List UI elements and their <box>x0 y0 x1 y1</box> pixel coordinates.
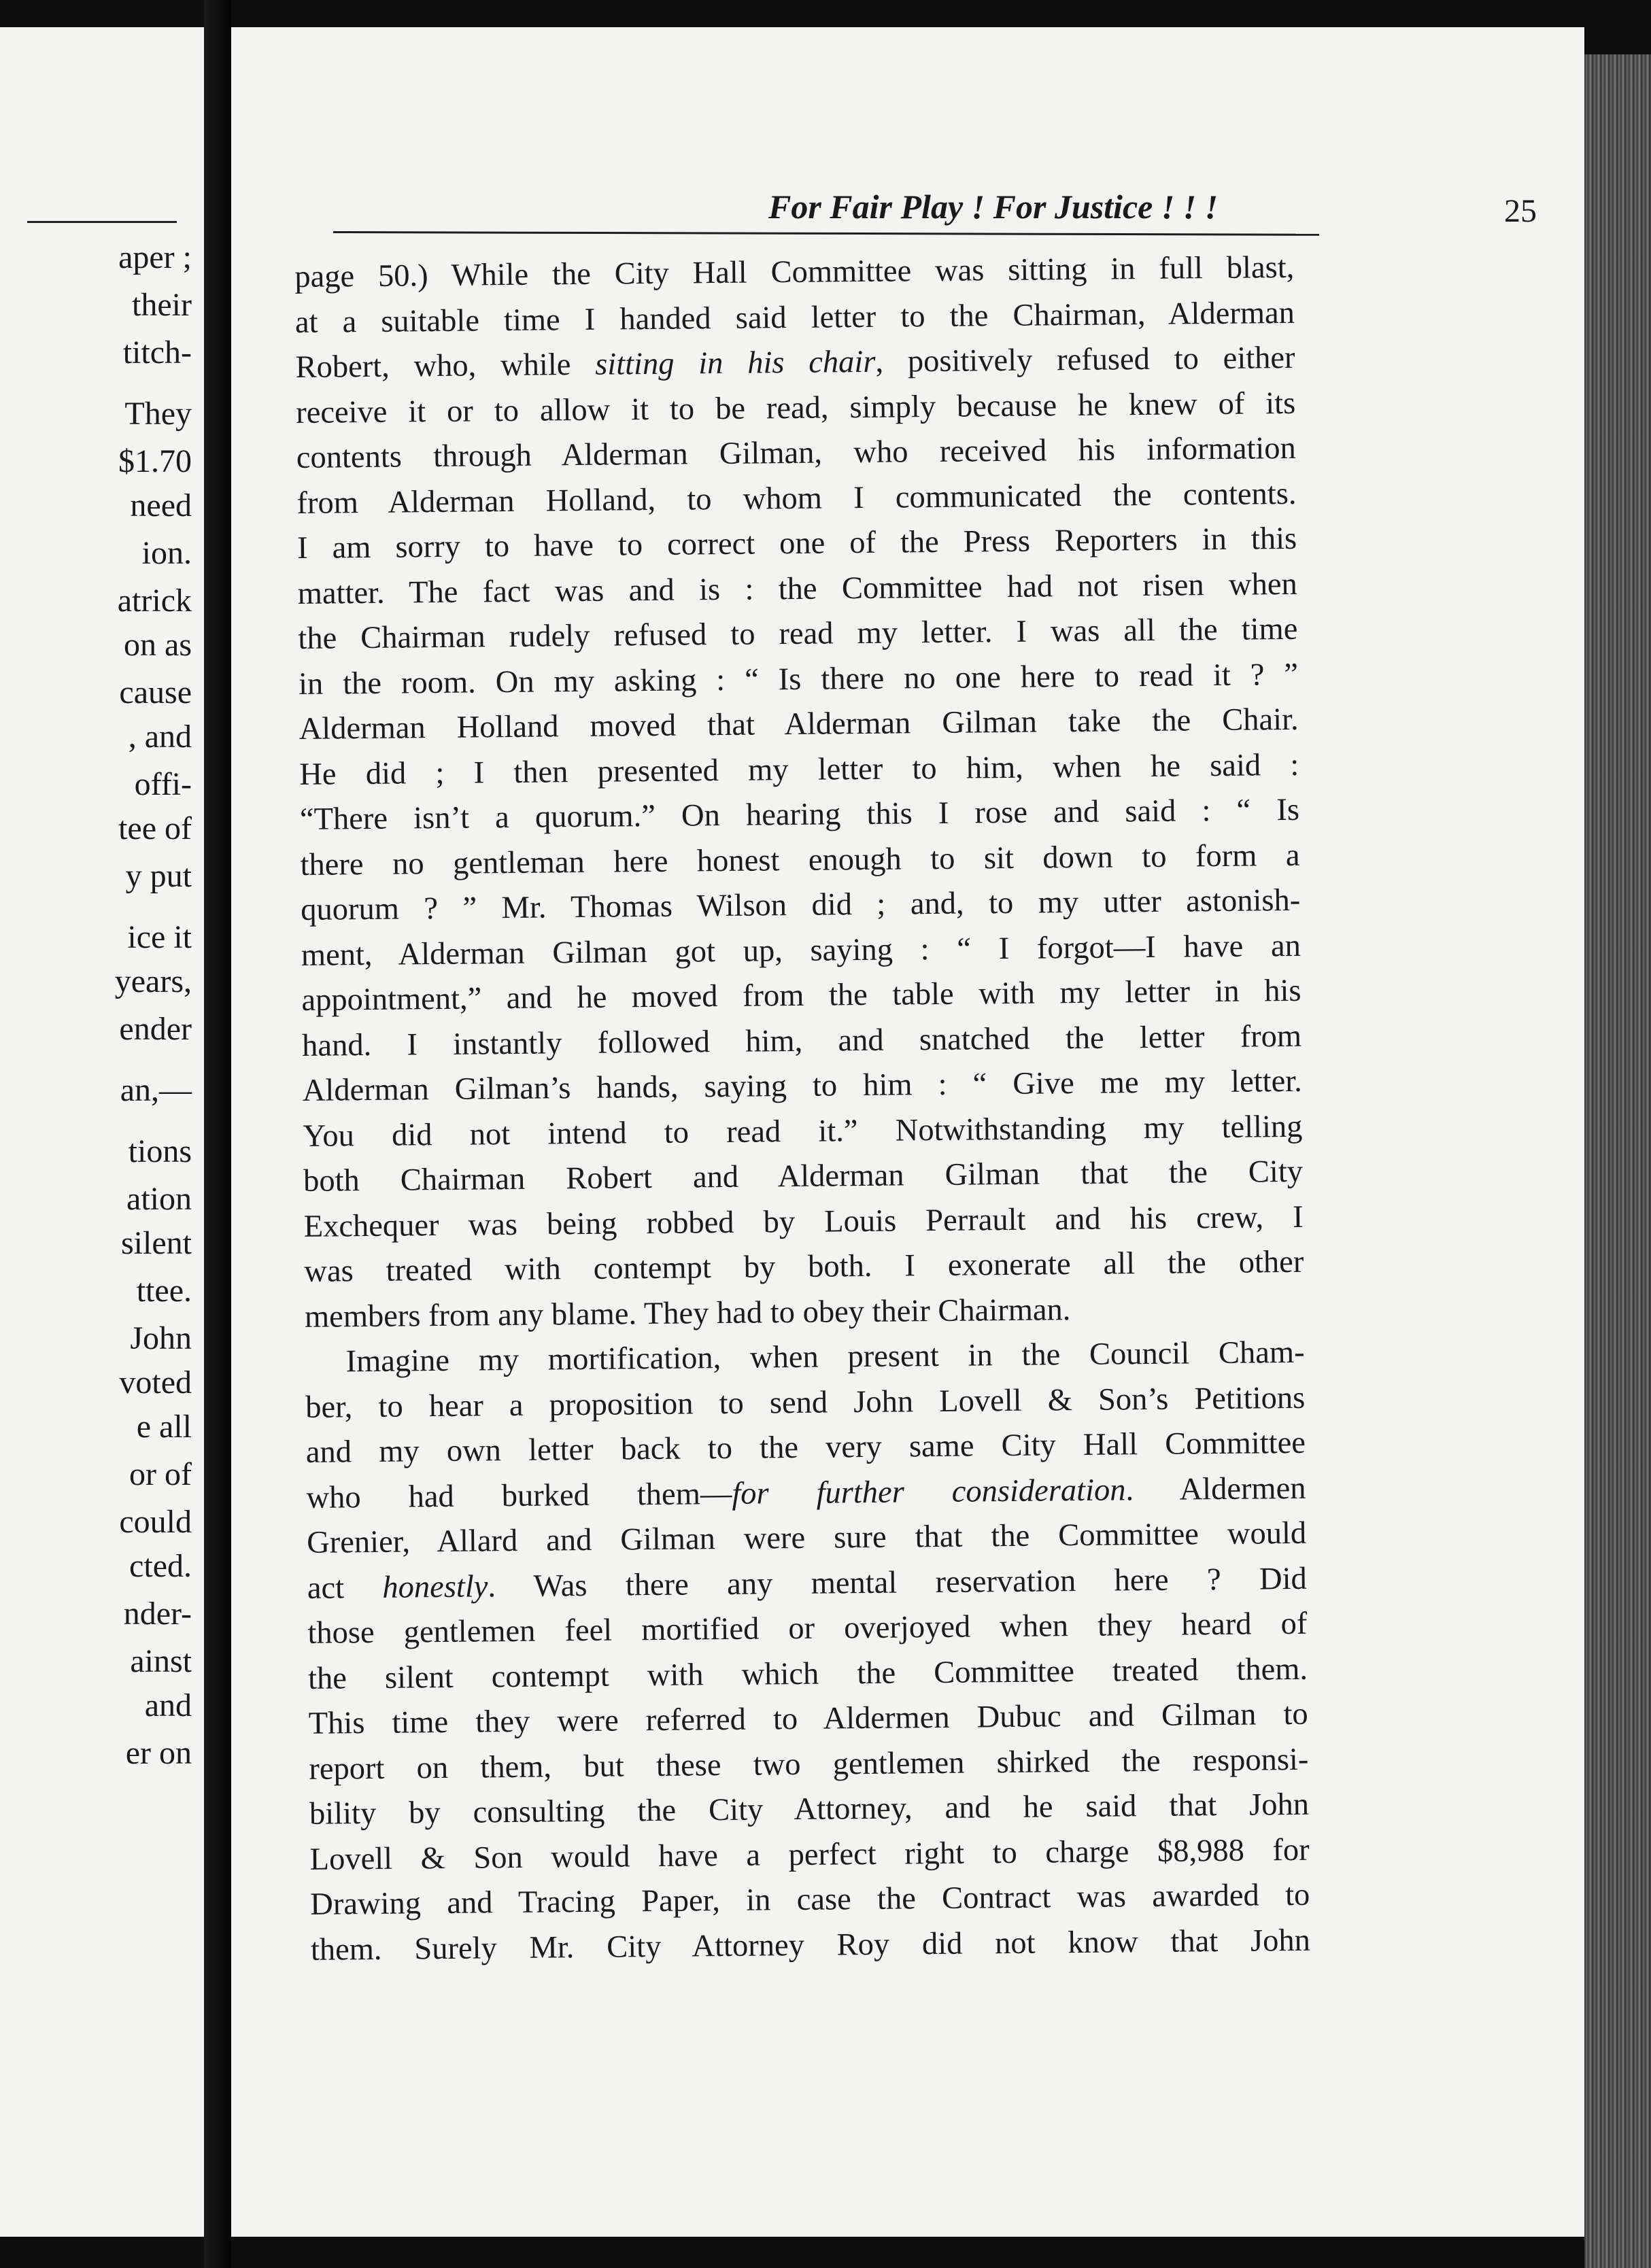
text-segment: page 50.) While the City Hall Committee was sitting in full blast, <box>294 250 1295 294</box>
previous-page-line: ice it <box>127 919 192 955</box>
text-segment: appointment,” and he moved from the table with my letter in his <box>301 973 1301 1018</box>
previous-page-line: voted <box>119 1364 192 1401</box>
text-segment: quorum ? ” Mr. Thomas Wilson did ; and, to my utter astonish- <box>301 882 1301 927</box>
previous-page-line: cause <box>119 674 192 710</box>
text-segment: at a suitable time I handed said letter to the Chairman, Alderman <box>294 295 1295 340</box>
text-segment: matter. The fact was and is : the Committee had not risen when <box>297 566 1297 611</box>
page-number: 25 <box>1504 193 1537 229</box>
text-segment: ment, Alderman Gilman got up, saying : “ I forgot—I have an <box>301 928 1301 973</box>
text-segment: Drawing and Tracing Paper, in case the Contract was awarded to <box>310 1877 1310 1922</box>
text-segment: bility by consulting the City Attorney, and he said that John <box>309 1787 1310 1832</box>
previous-page-line: or of <box>129 1456 192 1492</box>
text-segment: there no gentleman here honest enough to sit down to form a <box>300 838 1300 882</box>
text-segment: “There isn’t a quorum.” On hearing this I rose and said : “ Is <box>299 792 1300 837</box>
text-segment: Robert, who, while <box>295 347 596 385</box>
text-segment: . Was there any mental reservation here ? Did <box>488 1561 1308 1604</box>
text-segment: the silent contempt with which the Committee treated them. <box>307 1651 1308 1696</box>
previous-page-line: aper ; <box>118 239 192 275</box>
text-segment: hand. I instantly followed him, and snatched the letter from <box>301 1018 1302 1063</box>
italic-text: for further consideration <box>732 1472 1126 1511</box>
text-segment: was treated with contempt by both. I exonerate all the other <box>304 1244 1304 1289</box>
previous-page-line: $1.70 <box>118 443 192 479</box>
text-segment: contents through Alderman Gilman, who received his information <box>296 430 1297 475</box>
text-line <box>304 1240 1304 1295</box>
previous-page-line: on as <box>124 627 192 663</box>
previous-page-line: nder- <box>123 1596 192 1632</box>
previous-page-line: ation <box>126 1181 192 1217</box>
text-segment: ber, to hear a proposition to send John Lovell & Son’s Petitions <box>305 1380 1306 1425</box>
previous-page-line: and <box>144 1687 192 1723</box>
text-segment: . Aldermen <box>1125 1471 1306 1507</box>
page-header <box>537 173 1544 235</box>
text-segment: act <box>307 1570 383 1606</box>
previous-page-line: er on <box>125 1735 192 1771</box>
previous-page-line: could <box>119 1504 192 1540</box>
text-segment: Grenier, Allard and Gilman were sure that the Committee would <box>306 1515 1307 1560</box>
previous-page-line: an,— <box>120 1072 192 1108</box>
text-segment: I am sorry to have to correct one of the Press Reporters in this <box>296 521 1297 566</box>
text-segment: You did not intend to read it.” Notwithstanding my telling <box>303 1109 1303 1154</box>
text-segment: the Chairman rudely refused to read my letter. I was all the time <box>298 611 1298 656</box>
previous-page-line: tions <box>128 1133 192 1169</box>
previous-page-line: years, <box>114 963 192 999</box>
text-segment: them. Surely Mr. City Attorney Roy did not know that John <box>310 1923 1311 1968</box>
previous-page-line: They <box>124 396 192 432</box>
previous-page-line: John <box>130 1320 192 1356</box>
previous-page-line: cted. <box>129 1548 192 1584</box>
text-segment: those gentlemen feel mortified or overjoyed when they heard of <box>307 1606 1308 1651</box>
book-gutter <box>204 0 231 2268</box>
previous-page-line: atrick <box>117 583 192 619</box>
previous-page-line: ttee. <box>136 1273 192 1309</box>
text-segment: , positively refused to either <box>875 340 1295 379</box>
text-segment: in the room. On my asking : “ Is there no one here to read it ? ” <box>298 657 1299 702</box>
text-segment: Alderman Gilman’s hands, saying to him : “ Give me my letter. <box>302 1063 1302 1108</box>
text-segment: receive it or to allow it to be read, simply because he knew of its <box>295 385 1296 430</box>
text-segment: Lovell & Son would have a perfect right to charge $8,988 for <box>309 1832 1310 1877</box>
previous-page-line: silent <box>121 1225 192 1261</box>
previous-page-line: need <box>130 487 192 523</box>
text-segment: who had burked them— <box>306 1476 732 1515</box>
previous-page-line: their <box>132 287 192 323</box>
text-segment: Alderman Holland moved that Alderman Gilman take the Chair. <box>299 702 1299 746</box>
body-text <box>294 245 1310 1973</box>
previous-page-line: offi- <box>134 766 192 802</box>
text-segment: and my own letter back to the very same City Hall Committee <box>305 1425 1306 1470</box>
previous-page-fragment <box>0 27 204 2237</box>
text-segment: He did ; I then presented my letter to him, when he said : <box>299 747 1299 792</box>
running-head: For Fair Play ! For Justice ! ! ! <box>768 188 1219 226</box>
previous-page-line: , and <box>128 719 192 755</box>
text-segment: This time they were referred to Aldermen Dubuc and Gilman to <box>308 1696 1308 1741</box>
italic-text: sitting in his chair <box>594 344 876 382</box>
italic-text: honestly <box>382 1568 488 1605</box>
text-segment: members from any blame. They had to obey their Chairman. <box>304 1292 1071 1335</box>
page-edges <box>1584 54 1651 2268</box>
previous-page-line: titch- <box>122 334 192 371</box>
previous-page-line: ainst <box>130 1643 192 1679</box>
text-segment: from Alderman Holland, to whom I communicated the contents. <box>296 476 1297 521</box>
text-segment: report on them, but these two gentlemen shirked the responsi- <box>309 1742 1309 1787</box>
previous-page-line: e all <box>136 1409 192 1445</box>
previous-page-line: ender <box>119 1011 192 1047</box>
previous-page-line: y put <box>125 858 192 894</box>
text-line <box>311 1918 1311 1973</box>
previous-page-header-rule <box>27 221 177 223</box>
previous-page-line: ion. <box>141 535 192 571</box>
text-segment: Imagine my mortification, when present in the Council Cham- <box>345 1335 1305 1379</box>
text-segment: both Chairman Robert and Alderman Gilman that the City <box>303 1154 1304 1199</box>
text-segment: Exchequer was being robbed by Louis Perrault and his crew, I <box>303 1199 1304 1244</box>
page <box>231 27 1584 2237</box>
previous-page-line: tee of <box>118 810 192 846</box>
